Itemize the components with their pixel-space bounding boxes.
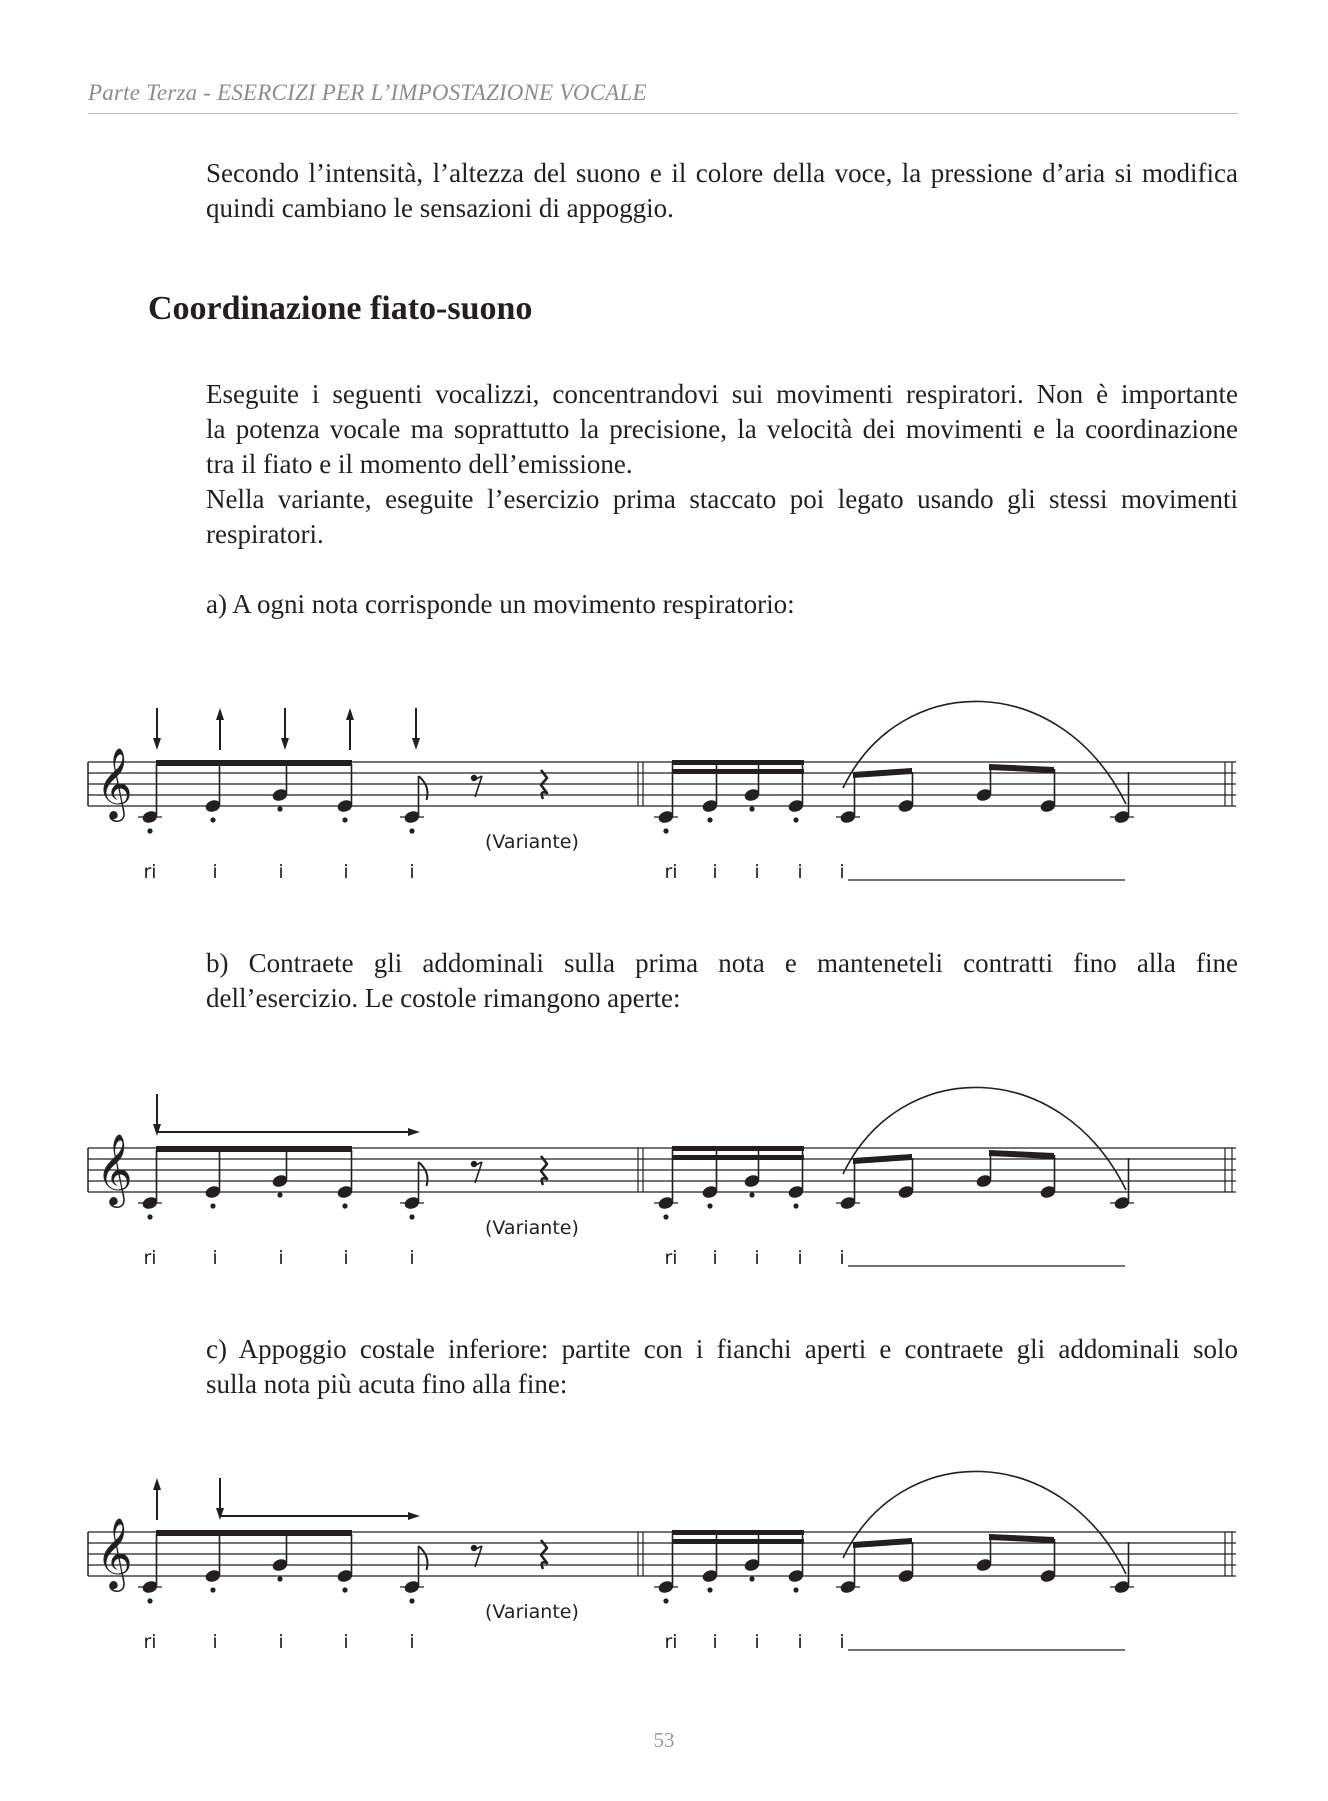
syllable: ri <box>143 1631 157 1653</box>
syllable: i <box>754 861 760 883</box>
beam <box>672 1155 804 1160</box>
beam <box>672 769 804 774</box>
exercise-c-staff <box>0 1460 1328 1670</box>
treble-clef-icon: 𝄞 <box>96 1132 133 1205</box>
beam <box>672 1539 804 1544</box>
text-line: respiratori. <box>206 519 324 549</box>
text-line: Secondo l’intensità, l’altezza del suono e il colore della voce, la pressione d’aria si modifica <box>206 158 1238 188</box>
syllable: i <box>754 1247 760 1269</box>
slur <box>843 701 1126 804</box>
beam <box>989 1534 1054 1543</box>
beam <box>156 1530 352 1536</box>
syllable: i <box>797 861 803 883</box>
syllable: i <box>712 861 718 883</box>
text-line: dell’esercizio. Le costole rimangono aperte: <box>206 983 681 1013</box>
staccato-dot <box>409 1214 414 1219</box>
text-line: la potenza vocale ma soprattutto la precisione, la velocità dei movimenti e la coordinazione <box>206 414 1238 444</box>
arrow-up-icon <box>216 708 224 750</box>
syllable: ri <box>664 1247 678 1269</box>
staccato-dot <box>342 1203 347 1208</box>
staccato-dot <box>147 1598 152 1603</box>
treble-clef-icon: 𝄞 <box>96 746 133 819</box>
section-body <box>206 377 1238 552</box>
exercise-b-staff <box>0 1076 1328 1286</box>
syllable: i <box>278 1247 284 1269</box>
exercise-a-staff <box>0 690 1328 900</box>
syllable: i <box>797 1631 803 1653</box>
text-line: quindi cambiano le sensazioni di appoggio. <box>206 193 674 223</box>
header-divider <box>88 113 1238 114</box>
arrow-down-icon <box>216 1478 224 1520</box>
arrow-down-icon <box>153 1094 161 1136</box>
arrow-up-icon <box>153 1478 161 1520</box>
text-line: b) Contraete gli addominali sulla prima nota e manteneteli contratti fino alla fine <box>206 948 1238 978</box>
staccato-dot <box>793 817 798 822</box>
syllable: i <box>409 861 415 883</box>
slur <box>843 1471 1126 1574</box>
section-title: Coordinazione fiato-suono <box>148 290 533 327</box>
flag <box>419 1162 428 1186</box>
syllable: i <box>712 1631 718 1653</box>
beam <box>672 1146 804 1151</box>
syllable: ri <box>143 861 157 883</box>
staccato-dot <box>277 1192 282 1197</box>
staff-lines <box>88 1148 1236 1192</box>
arrow-up-icon <box>346 708 354 750</box>
text-line: c) Appoggio costale inferiore: partite con i fianchi aperti e contraete gli addominali solo <box>206 1334 1238 1364</box>
variant-label: (Variante) <box>485 831 579 853</box>
syllable: i <box>212 1631 218 1653</box>
beam <box>672 1530 804 1535</box>
syllable: i <box>712 1247 718 1269</box>
staccato-dot <box>749 806 754 811</box>
syllable: i <box>409 1631 415 1653</box>
staccato-dot <box>749 1576 754 1581</box>
slur <box>843 1087 1126 1190</box>
syllable: i <box>409 1247 415 1269</box>
syllable: i <box>754 1631 760 1653</box>
staccato-dot <box>707 1203 712 1208</box>
treble-clef-icon: 𝄞 <box>96 1516 133 1589</box>
staccato-dot <box>342 817 347 822</box>
staccato-dot <box>147 828 152 833</box>
syllable: i <box>278 861 284 883</box>
syllable: i <box>343 1631 349 1653</box>
eighth-rest-icon <box>471 1545 482 1567</box>
text-line: Nella variante, eseguite l’esercizio prima staccato poi legato usando gli stessi movimenti <box>206 484 1238 514</box>
syllable: ri <box>664 861 678 883</box>
syllable: i <box>343 861 349 883</box>
beam <box>672 760 804 765</box>
arrow-down-icon <box>412 708 420 750</box>
syllable: i <box>839 1631 845 1653</box>
beam <box>156 1146 352 1152</box>
arrow-right-icon <box>220 1512 420 1520</box>
running-head: Parte Terza - ESERCIZI PER L’IMPOSTAZIONE VOCALE <box>88 80 647 105</box>
exercise-c-caption <box>206 1332 1238 1402</box>
beam <box>853 1538 912 1548</box>
beam <box>853 1154 912 1164</box>
staccato-dot <box>210 817 215 822</box>
staccato-dot <box>147 1214 152 1219</box>
staccato-dot <box>210 1587 215 1592</box>
syllable: ri <box>143 1247 157 1269</box>
staccato-dot <box>707 1587 712 1592</box>
staccato-dot <box>409 1598 414 1603</box>
eighth-rest-icon <box>471 1161 482 1183</box>
flag <box>419 1546 428 1570</box>
text-line: sulla nota più acuta fino alla fine: <box>206 1369 568 1399</box>
eighth-rest-icon <box>471 775 482 797</box>
exercise-b-caption <box>206 946 1238 1016</box>
staccato-dot <box>277 806 282 811</box>
staccato-dot <box>663 1214 668 1219</box>
syllable: ri <box>664 1631 678 1653</box>
staccato-dot <box>277 1576 282 1581</box>
page-number: 53 <box>653 1728 675 1752</box>
exercise-a-caption <box>206 587 1238 622</box>
beam <box>853 768 912 778</box>
beam <box>989 764 1054 773</box>
staccato-dot <box>342 1587 347 1592</box>
syllable: i <box>839 1247 845 1269</box>
staccato-dot <box>210 1203 215 1208</box>
arrow-right-icon <box>157 1128 420 1136</box>
syllable: i <box>212 1247 218 1269</box>
staccato-dot <box>663 1598 668 1603</box>
text-line: a) A ogni nota corrisponde un movimento respiratorio: <box>206 589 795 619</box>
staccato-dot <box>409 828 414 833</box>
staccato-dot <box>663 828 668 833</box>
staff-lines <box>88 762 1236 806</box>
staccato-dot <box>707 817 712 822</box>
syllable: i <box>839 861 845 883</box>
variant-label: (Variante) <box>485 1217 579 1239</box>
staccato-dot <box>749 1192 754 1197</box>
variant-label: (Variante) <box>485 1601 579 1623</box>
syllable: i <box>212 861 218 883</box>
intro-paragraph <box>206 156 1238 226</box>
staccato-dot <box>793 1587 798 1592</box>
arrow-down-icon <box>153 708 161 750</box>
syllable: i <box>797 1247 803 1269</box>
beam <box>156 760 352 766</box>
staff-lines <box>88 1532 1236 1576</box>
flag <box>419 776 428 800</box>
syllable: i <box>343 1247 349 1269</box>
arrow-down-icon <box>281 708 289 750</box>
text-line: tra il fiato e il momento dell’emissione. <box>206 449 633 479</box>
beam <box>989 1150 1054 1159</box>
text-line: Eseguite i seguenti vocalizzi, concentrandovi sui movimenti respiratori. Non è importante <box>206 379 1238 409</box>
staccato-dot <box>793 1203 798 1208</box>
syllable: i <box>278 1631 284 1653</box>
